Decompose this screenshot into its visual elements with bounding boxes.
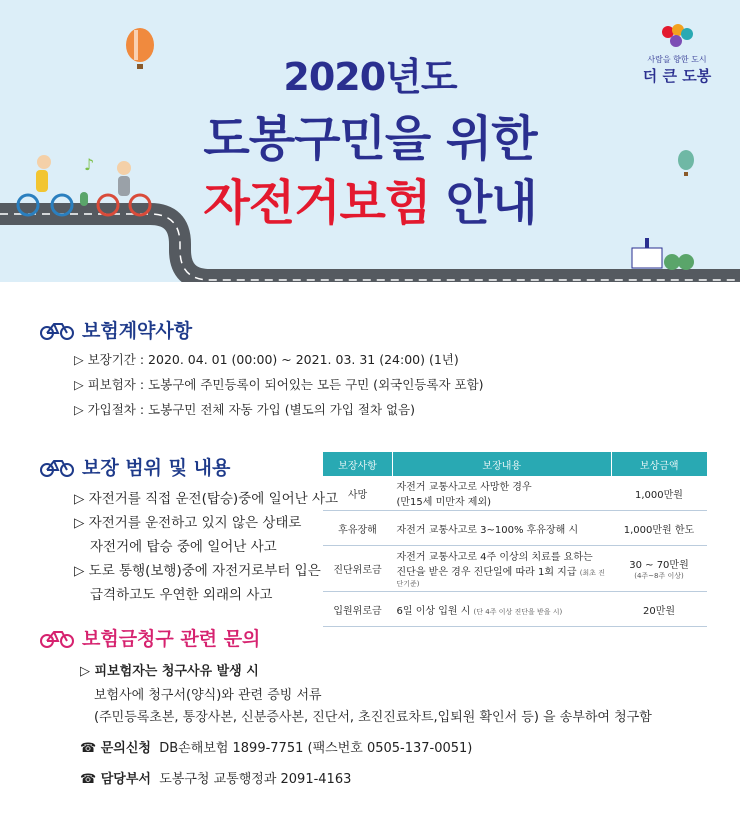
- section2-item: ▷ 도로 통행(보행)중에 자전거로부터 입은: [74, 563, 321, 579]
- table-row: [323, 592, 708, 627]
- section2-title: [40, 453, 230, 480]
- title-line3: [0, 164, 740, 233]
- table-cell: 후유장해: [323, 511, 393, 546]
- table-row: [323, 546, 708, 592]
- table-row: [323, 511, 708, 546]
- section3-item-line: (주민등록초본, 통장사본, 신분증사본, 진단서, 초진진료차트,입퇴원 확인서 등) 을 송부하여 청구함: [94, 710, 652, 725]
- bicycle-icon: [40, 457, 74, 477]
- bicycle-icon: [40, 628, 74, 648]
- section3-title: [40, 624, 260, 651]
- section3-heading: 보험금청구 관련 문의: [82, 628, 261, 650]
- logo-name: 더 큰 도봉: [642, 67, 712, 85]
- section2-item: ▷ 자전거를 직접 운전(탑승)중에 일어난 사고: [74, 491, 339, 507]
- logo-icon: [660, 22, 694, 48]
- section2-item: ▷ 자전거를 운전하고 있지 않은 상태로: [74, 515, 302, 531]
- svg-text:♪: ♪: [84, 155, 95, 174]
- table-cell: 입원위로금: [323, 592, 393, 627]
- section2-item: 자전거에 탑승 중에 일어난 사고: [90, 539, 277, 555]
- cell-text: 6일 이상 입원 시: [396, 605, 471, 617]
- section2-item: 급격하고도 우연한 외래의 사고: [90, 587, 273, 603]
- table-cell: 20만원: [611, 592, 707, 627]
- contact-row: [80, 737, 472, 756]
- contact-value: DB손해보험 1899-7751 (팩스번호 0505-137-0051): [159, 741, 473, 756]
- logo-slogan: 사람을 향한 도시: [647, 55, 707, 64]
- table-header: 보장내용: [393, 452, 612, 476]
- section1-item: ▷ 가입절차 : 도봉구민 전체 자동 가입 (별도의 가입 절차 없음): [74, 402, 416, 417]
- cell-line: 자전거 교통사고로 4주 이상의 치료를 요하는: [396, 552, 593, 563]
- table-cell: 1,000만원 한도: [611, 511, 707, 546]
- contact-label: ☎ 문의신청: [80, 741, 151, 756]
- hero-banner: [0, 0, 740, 285]
- cell-note: (4주~8주 이상): [634, 572, 684, 580]
- section1-item: ▷ 피보험자 : 도봉구에 주민등록이 되어있는 모든 구민 (외국인등록자 포함): [74, 377, 484, 392]
- contact-row: [80, 768, 351, 787]
- cell-note: (최초 진단기준): [396, 569, 605, 588]
- title-year: 2020년도: [283, 55, 457, 99]
- cell-line: [397, 563, 608, 589]
- building-icon: [632, 238, 694, 270]
- section3-item-head: ▷ 피보험자는 청구사유 발생 시: [80, 664, 259, 679]
- contact-label: ☎ 담당부서: [80, 772, 151, 787]
- table-cell: [611, 546, 707, 592]
- section1-heading: 보험계약사항: [82, 320, 193, 342]
- table-cell: 자전거 교통사고로 3~100% 후유장해 시: [393, 511, 612, 546]
- title-line3-rest: 안내: [445, 175, 537, 231]
- section3-item-line: 보험사에 청구서(양식)와 관련 증빙 서류: [94, 688, 322, 703]
- table-cell: 진단위로금: [323, 546, 393, 592]
- cell-line: 자전거 교통사고로 사망한 경우: [396, 482, 532, 493]
- section2-heading: 보장 범위 및 내용: [82, 457, 231, 479]
- table-cell: 1,000만원: [611, 476, 707, 511]
- table-cell: [393, 546, 612, 592]
- contact-value: 도봉구청 교통행정과 2091-4163: [159, 772, 352, 787]
- title-highlight: 자전거보험: [203, 175, 431, 231]
- table-cell: 사망: [323, 476, 393, 511]
- cell-line: (만15세 미만자 제외): [396, 497, 492, 508]
- table-row: [323, 476, 708, 511]
- table-header-row: [323, 452, 708, 476]
- section1-title: [40, 316, 192, 343]
- coverage-table: [322, 452, 707, 627]
- table-cell: [393, 476, 612, 511]
- cell-note: (단 4주 이상 진단을 받을 시): [473, 607, 563, 616]
- cell-amount: 30 ~ 70만원: [629, 560, 689, 571]
- bicycle-icon: [40, 320, 74, 340]
- section1-item: ▷ 보장기간 : 2020. 04. 01 (00:00) ~ 2021. 03. 31 (24:00) (1년): [74, 352, 459, 367]
- table-cell: [393, 592, 612, 627]
- table-header: 보장사항: [323, 452, 393, 476]
- title-line2: 도봉구민을 위한: [203, 111, 537, 167]
- table-header: 보상금액: [611, 452, 707, 476]
- cell-text: 진단을 받은 경우 진단일에 따라 1회 지급: [396, 567, 577, 578]
- dobong-logo: [642, 22, 712, 86]
